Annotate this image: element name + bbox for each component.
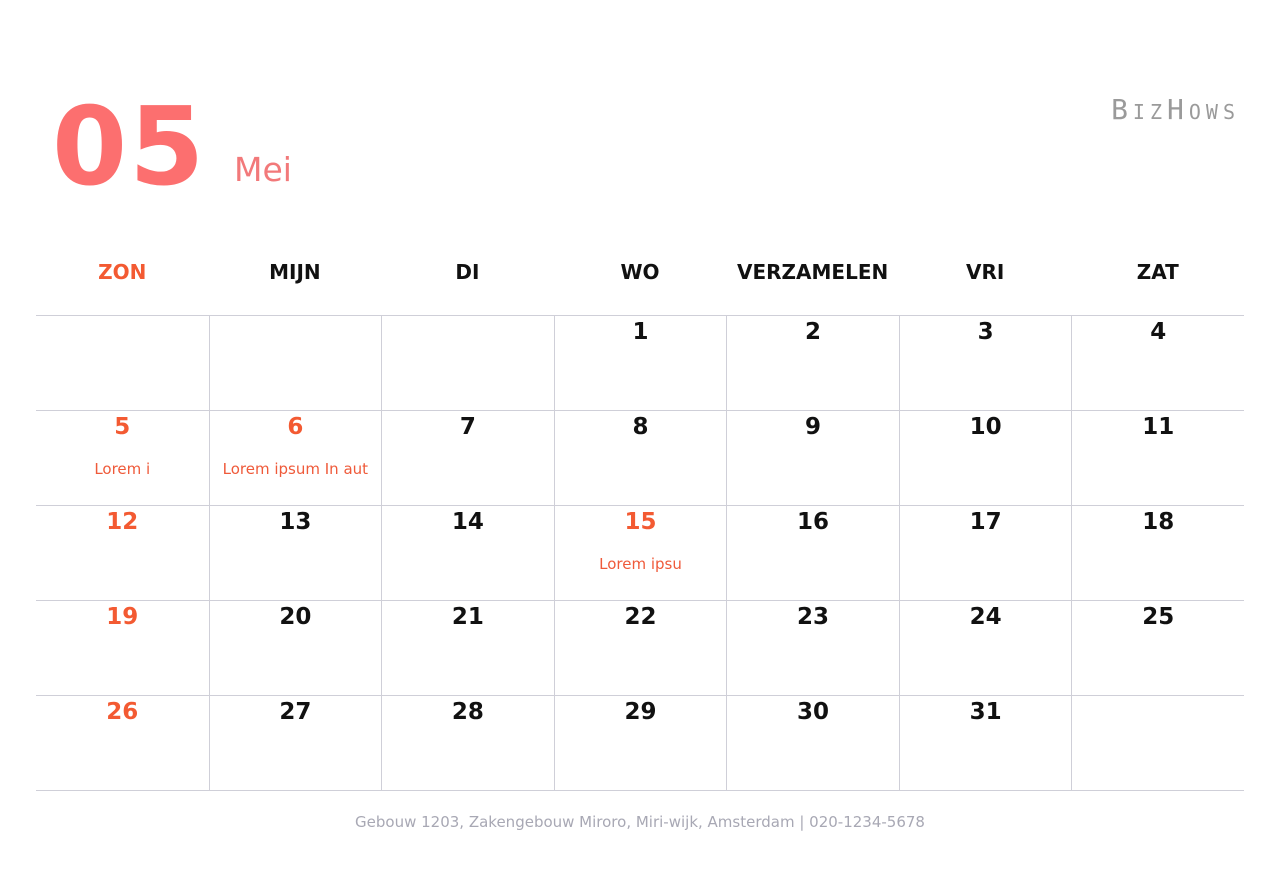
day-number: 23 (797, 604, 830, 630)
calendar-day-cell[interactable] (36, 696, 209, 791)
day-number: 24 (969, 604, 1002, 630)
weekday-label: VERZAMELEN (736, 260, 889, 284)
day-number: 19 (106, 604, 139, 630)
calendar-day-cell[interactable] (1071, 601, 1244, 696)
calendar-day-cell[interactable] (209, 316, 382, 411)
day-number: 29 (624, 699, 657, 725)
calendar-day-cell[interactable] (554, 316, 727, 411)
weekday-label: VRI (966, 260, 1005, 284)
brand-logo: BizHows (1111, 93, 1240, 126)
day-number: 26 (106, 699, 139, 725)
day-number: 2 (805, 319, 822, 345)
calendar-day-cell[interactable] (899, 506, 1072, 601)
day-number: 31 (969, 699, 1002, 725)
day-number: 13 (279, 509, 312, 535)
calendar-day-cell[interactable] (36, 601, 209, 696)
calendar-day-cell[interactable] (554, 601, 727, 696)
calendar-day-cell[interactable] (726, 411, 899, 506)
month-name: Mei (234, 150, 292, 189)
calendar-day-cell[interactable] (554, 506, 727, 601)
calendar-day-cell[interactable] (381, 506, 554, 601)
weekday-label: WO (620, 260, 660, 284)
calendar-day-cell[interactable] (36, 411, 209, 506)
day-number: 8 (632, 414, 649, 440)
calendar-day-cell[interactable] (726, 316, 899, 411)
calendar-day-cell[interactable] (209, 601, 382, 696)
day-number: 1 (632, 319, 649, 345)
calendar-day-cell[interactable] (1071, 506, 1244, 601)
weekday-label: ZON (98, 260, 147, 284)
day-number: 16 (797, 509, 830, 535)
calendar-day-cell[interactable] (381, 411, 554, 506)
calendar-day-cell[interactable] (209, 506, 382, 601)
day-number: 28 (451, 699, 484, 725)
calendar-day-cell[interactable] (899, 601, 1072, 696)
day-number: 5 (114, 414, 131, 440)
day-number: 30 (797, 699, 830, 725)
calendar-day-cell[interactable] (381, 316, 554, 411)
calendar-day-cell[interactable] (726, 696, 899, 791)
day-number: 9 (805, 414, 822, 440)
day-number: 14 (451, 509, 484, 535)
weekday-label: DI (455, 260, 480, 284)
day-number: 10 (969, 414, 1002, 440)
event-text: Lorem ipsu (599, 555, 682, 573)
calendar-day-cell[interactable] (726, 506, 899, 601)
day-number: 20 (279, 604, 312, 630)
calendar-day-cell[interactable] (36, 506, 209, 601)
day-number: 25 (1142, 604, 1175, 630)
calendar-day-cell[interactable] (381, 696, 554, 791)
calendar-grid (36, 315, 1244, 791)
weekday-header (36, 252, 1244, 292)
calendar-day-cell[interactable] (899, 411, 1072, 506)
day-number: 11 (1142, 414, 1175, 440)
calendar-day-cell[interactable] (36, 316, 209, 411)
calendar-day-cell[interactable] (209, 411, 382, 506)
calendar-day-cell[interactable] (554, 411, 727, 506)
day-number: 7 (459, 414, 476, 440)
day-number: 4 (1150, 319, 1167, 345)
day-number: 6 (287, 414, 304, 440)
weekday-label: MIJN (269, 260, 321, 284)
calendar-day-cell[interactable] (209, 696, 382, 791)
event-text: Lorem ipsum In aut (222, 460, 369, 478)
weekday-label: ZAT (1136, 260, 1179, 284)
day-number: 18 (1142, 509, 1175, 535)
day-number: 12 (106, 509, 139, 535)
calendar-day-cell[interactable] (381, 601, 554, 696)
footer-address: Gebouw 1203, Zakengebouw Miroro, Miri-wijk, Amsterdam | 020-1234-5678 (355, 813, 925, 831)
day-number: 22 (624, 604, 657, 630)
day-number: 15 (624, 509, 657, 535)
day-number: 27 (279, 699, 312, 725)
day-number: 3 (977, 319, 994, 345)
calendar-day-cell[interactable] (899, 316, 1072, 411)
calendar-day-cell[interactable] (899, 696, 1072, 791)
calendar-day-cell[interactable] (1071, 696, 1244, 791)
month-number: 05 (52, 85, 207, 210)
calendar-day-cell[interactable] (554, 696, 727, 791)
calendar-day-cell[interactable] (1071, 411, 1244, 506)
calendar-day-cell[interactable] (726, 601, 899, 696)
calendar-day-cell[interactable] (1071, 316, 1244, 411)
day-number: 21 (451, 604, 484, 630)
event-text: Lorem i (94, 460, 151, 478)
day-number: 17 (969, 509, 1002, 535)
